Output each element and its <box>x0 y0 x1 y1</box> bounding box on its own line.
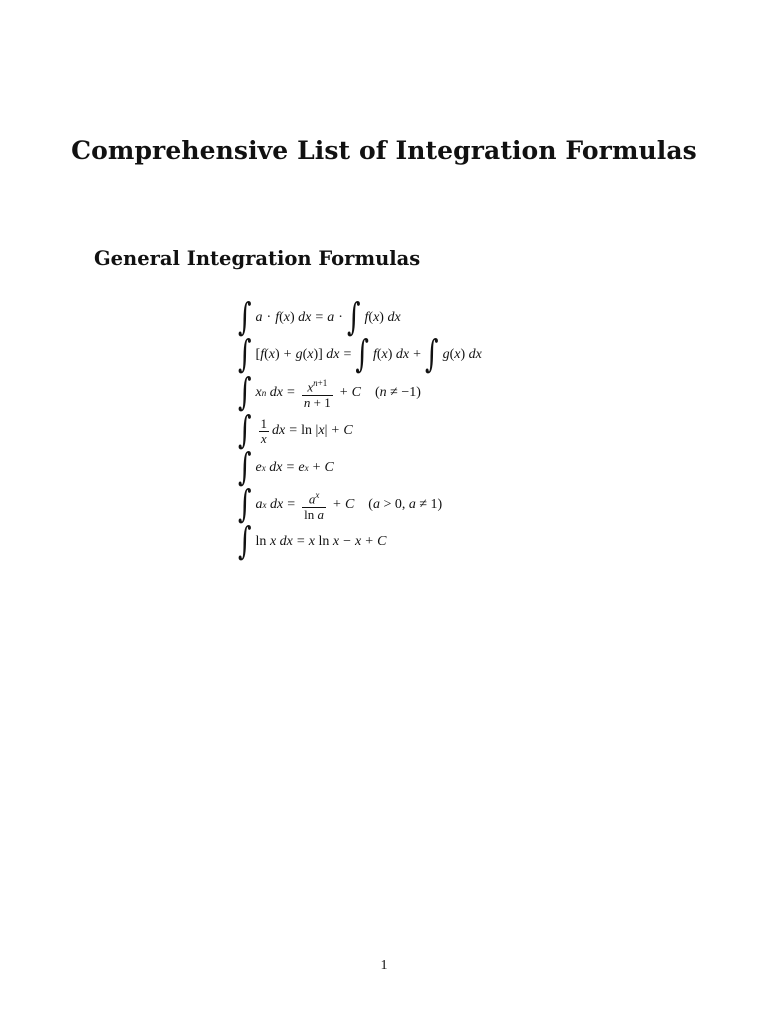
integral-sign: ∫ <box>238 371 252 415</box>
integral-sign: ∫ <box>425 333 439 377</box>
fraction: $\frac{x^{n+1}}{n + 1}$ <box>303 378 331 410</box>
integral-sign: ∫ <box>346 296 361 340</box>
section-heading: General Integration Formulas <box>94 247 421 270</box>
document-title: Comprehensive List of Integration Formulas <box>71 136 697 165</box>
page-number: 1 <box>380 958 388 973</box>
integral-sign: ∫ <box>238 483 252 527</box>
fraction: $\frac{1}{x}$ <box>260 415 268 446</box>
integral-sign: ∫ <box>238 296 252 340</box>
formula-constant-multiple: ∫ a · f ( x ) dx = a · ∫ f ( x ) dx <box>238 296 401 340</box>
integral-sign: ∫ <box>238 333 252 377</box>
formula-exponential-rule: ∫ e x dx = e x + C <box>238 446 334 490</box>
integral-sign: ∫ <box>238 520 252 564</box>
formula-sum-rule: ∫ [ f ( x ) + g ( x )] dx = ∫ f ( x ) dx + ∫ g ( x ) dx <box>238 333 482 377</box>
fraction: $\frac{a^x}{\text{ln a}}$ <box>304 490 325 522</box>
formula-logarithm-rule: ∫ ln x dx = x ln x − x + C <box>238 520 387 564</box>
formula-general-exponential-rule: ∫ a x dx = $\frac{a^x}{\text{ln a}}$ + C (a > 0, a ≠ 1) <box>238 483 443 527</box>
formula-power-rule: ∫ x n dx = $\frac{x^{n+1}}{n + 1}$ + C (n ≠ −1) <box>238 371 421 415</box>
integral-sign: ∫ <box>238 409 252 453</box>
integral-sign: ∫ <box>238 446 252 490</box>
formula-reciprocal-rule: ∫ $\frac{1}{x}$ dx = ln | x | + C <box>238 409 353 453</box>
integral-sign: ∫ <box>355 333 369 377</box>
